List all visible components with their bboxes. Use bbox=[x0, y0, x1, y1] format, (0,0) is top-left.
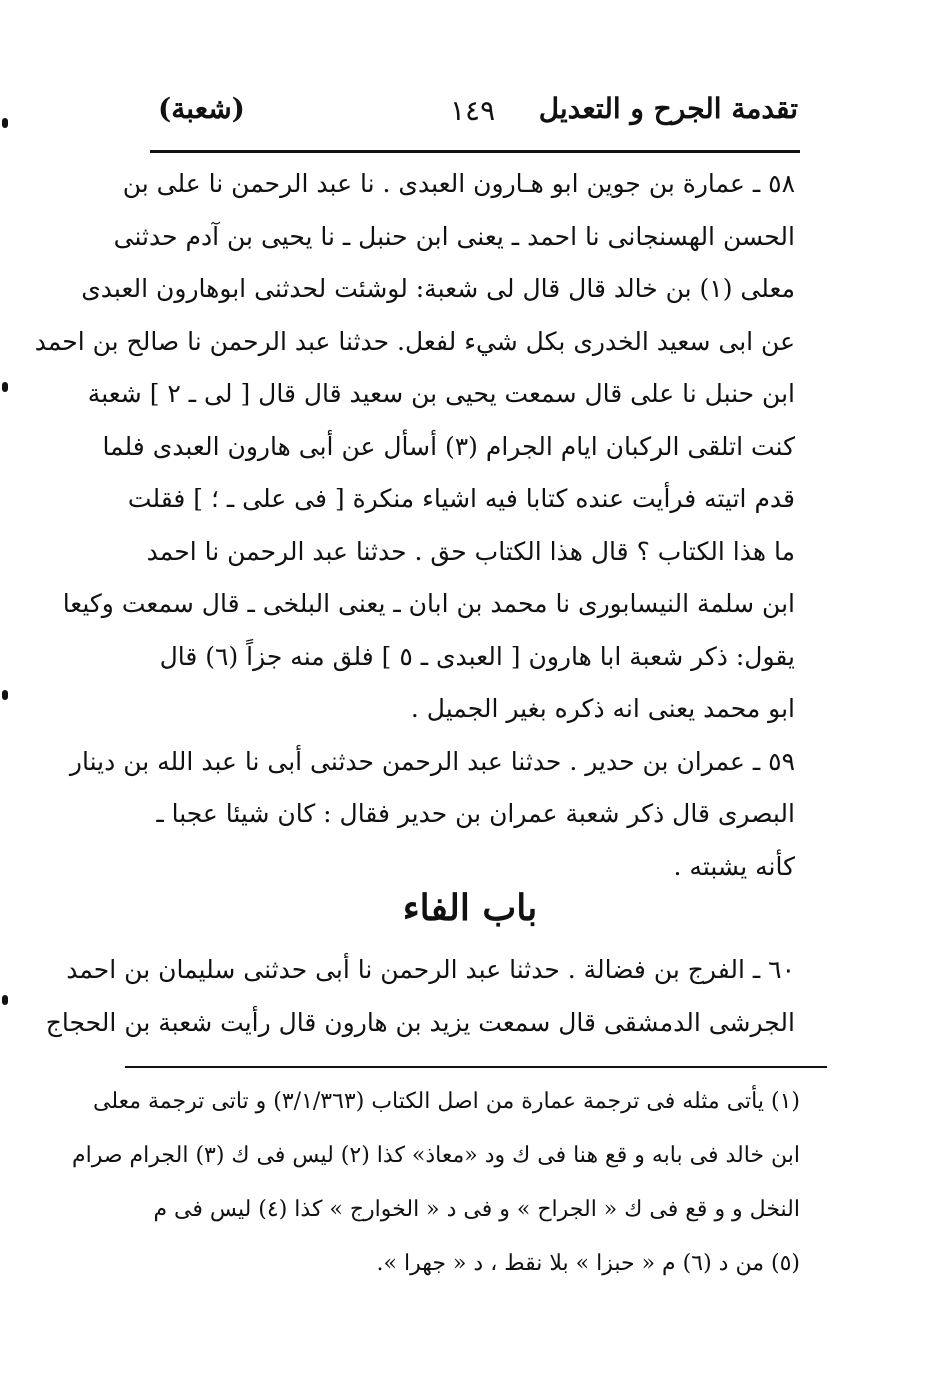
text-line: عن ابى سعيد الخدرى بكل شيء لفعل. حدثنا عبد الرحمن نا صالح بن احمد bbox=[34, 326, 795, 356]
text-line: ابن سلمة النيسابورى نا محمد بن ابان ـ يعنى البلخى ـ قال سمعت وكيعا bbox=[62, 589, 795, 618]
text-line: معلى (١) بن خالد قال قال لى شعبة: لوشئت لحدثنى ابوهارون العبدى bbox=[81, 274, 795, 303]
section-label: (شعبة) bbox=[158, 92, 245, 125]
body-text-continued bbox=[45, 943, 795, 1049]
footnote-line: (١) يأتى مثله فى ترجمة عمارة من اصل الكتاب (٣/١/٣٦٣) و تاتى ترجمة معلى bbox=[92, 1089, 800, 1114]
footnote-line: النخل و و قع فى ك « الجراح » و فى د « الخوارج » كذا (٤) ليس فى م bbox=[153, 1197, 800, 1222]
text-line: ٦٠ ـ الفرج بن فضالة . حدثنا عبد الرحمن نا أبى حدثنى سليمان بن احمد bbox=[66, 955, 795, 984]
text-line: ابو محمد يعنى انه ذكره بغير الجميل . bbox=[410, 694, 795, 723]
footnote-line: ابن خالد فى بابه و قع هنا فى ك ود «معاذ» كذا (٢) ليس فى ك (٣) الجرام صرام bbox=[72, 1143, 800, 1168]
scan-margin-mark bbox=[2, 995, 8, 1005]
text-line: كأنه يشبته . bbox=[673, 851, 795, 881]
footnotes bbox=[72, 1075, 800, 1291]
footnote-rule bbox=[125, 1066, 827, 1068]
body-text bbox=[34, 158, 795, 893]
scan-margin-mark bbox=[2, 118, 8, 128]
chapter-title: باب الفاء bbox=[402, 887, 538, 929]
text-line: كنت اتلقى الركبان ايام الجرام (٣) أسأل عن أبى هارون العبدى فلما bbox=[102, 431, 795, 461]
text-line: ابن حنبل نا على قال سمعت يحيى بن سعيد قال قال [ لى ـ ٢ ] شعبة bbox=[87, 379, 795, 408]
page-header bbox=[150, 92, 798, 140]
text-line: ما هذا الكتاب ؟ قال هذا الكتاب حق . حدثنا عبد الرحمن نا احمد bbox=[146, 536, 795, 566]
text-line: ٥٩ ـ عمران بن حدير . حدثنا عبد الرحمن حدثنى أبى نا عبد الله بن دينار bbox=[69, 746, 795, 776]
footnote-line: (٥) من د (٦) م « حبزا » بلا نقط ، د « جهرا ». bbox=[376, 1251, 800, 1276]
text-line: يقول: ذكر شعبة ابا هارون [ العبدى ـ ٥ ] فلق منه جزاً (٦) قال bbox=[159, 641, 795, 671]
scan-margin-mark bbox=[2, 382, 8, 392]
text-line: ٥٨ ـ عمارة بن جوين ابو هـارون العبدى . نا عبد الرحمن نا على بن bbox=[122, 169, 795, 198]
running-title: تقدمة الجرح و التعديل bbox=[538, 92, 798, 125]
text-line: الجرشى الدمشقى قال سمعت يزيد بن هارون قال رأيت شعبة بن الحجاج bbox=[45, 1008, 795, 1037]
text-line: الحسن الهسنجانى نا احمد ـ يعنى ابن حنبل ـ نا يحيى بن آدم حدثنى bbox=[113, 221, 795, 251]
text-line: قدم اتيته فرأيت عنده كتابا فيه اشياء منكرة [ فى على ـ ؛ ] فقلت bbox=[127, 484, 795, 513]
text-line: البصرى قال ذكر شعبة عمران بن حدير فقال : كان شيئا عجبا ـ bbox=[156, 799, 795, 828]
scan-margin-mark bbox=[2, 690, 8, 700]
header-rule bbox=[150, 150, 800, 153]
page-number: ١٤٩ bbox=[450, 94, 496, 127]
